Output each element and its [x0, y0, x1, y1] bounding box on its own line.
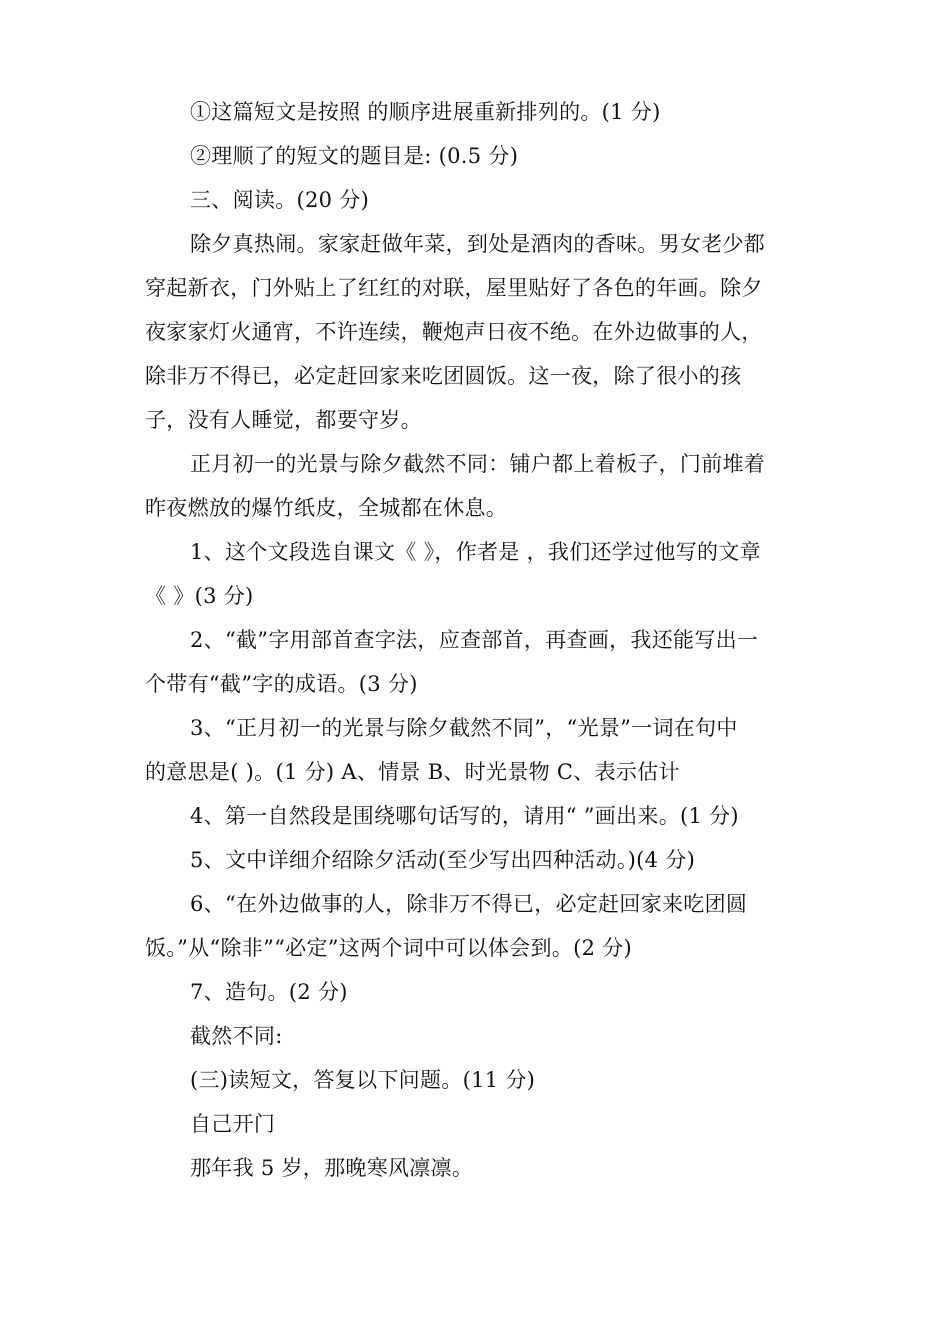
section-heading: 三、阅读。(20 分)	[190, 188, 370, 212]
passage-line: 昨夜燃放的爆竹纸皮，全城都在休息。	[145, 496, 508, 520]
passage-line: 正月初一的光景与除夕截然不同：铺户都上着板子，门前堆着	[190, 452, 766, 476]
document-body	[145, 90, 810, 1190]
question-line: 1、这个文段选自课文《 》，作者是 ，我们还学过他写的文章	[190, 540, 761, 564]
question-line: 5、文中详细介绍除夕活动(至少写出四种活动。)(4 分)	[190, 848, 696, 872]
question-line: 的意思是( )。(1 分) A、情景 B、时光景物 C、表示估计	[145, 760, 680, 784]
question-line: 2、“截”字用部首查字法，应查部首，再查画，我还能写出一	[190, 628, 759, 652]
question-line: 7、造句。(2 分)	[190, 980, 348, 1004]
passage-title: 自己开门	[190, 1112, 276, 1136]
question-line: 3、“正月初一的光景与除夕截然不同”，“光景”一词在句中	[190, 716, 738, 740]
question-line: 《 》(3 分)	[145, 584, 254, 608]
question-line: 4、第一自然段是围绕哪句话写的，请用“ ”画出来。(1 分)	[190, 804, 739, 828]
section-heading: (三)读短文，答复以下问题。(11 分)	[190, 1068, 536, 1092]
passage-line: 那年我 5 岁，那晚寒风凛凛。	[190, 1156, 474, 1180]
passage-line: 子，没有人睡觉，都要守岁。	[145, 408, 422, 432]
passage-line: 除非万不得已，必定赶回家来吃团圆饭。这一夜，除了很小的孩	[145, 364, 742, 388]
text-line: ①这篇短文是按照 的顺序进展重新排列的。(1 分)	[190, 100, 661, 124]
question-line: 6、“在外边做事的人，除非万不得已，必定赶回家来吃团圆	[190, 892, 748, 916]
question-line: 饭。”从“除非”“必定”这两个词中可以体会到。(2 分)	[145, 936, 632, 960]
question-line: 个带有“截”字的成语。(3 分)	[145, 672, 418, 696]
text-line: ②理顺了的短文的题目是: (0.5 分)	[190, 144, 519, 168]
question-line: 截然不同:	[190, 1024, 283, 1048]
passage-line: 夜家家灯火通宵，不许连续，鞭炮声日夜不绝。在外边做事的人，	[145, 320, 763, 344]
passage-line: 穿起新衣，门外贴上了红红的对联，屋里贴好了各色的年画。除夕	[145, 276, 763, 300]
passage-line: 除夕真热闹。家家赶做年菜，到处是酒肉的香味。男女老少都	[190, 232, 766, 256]
